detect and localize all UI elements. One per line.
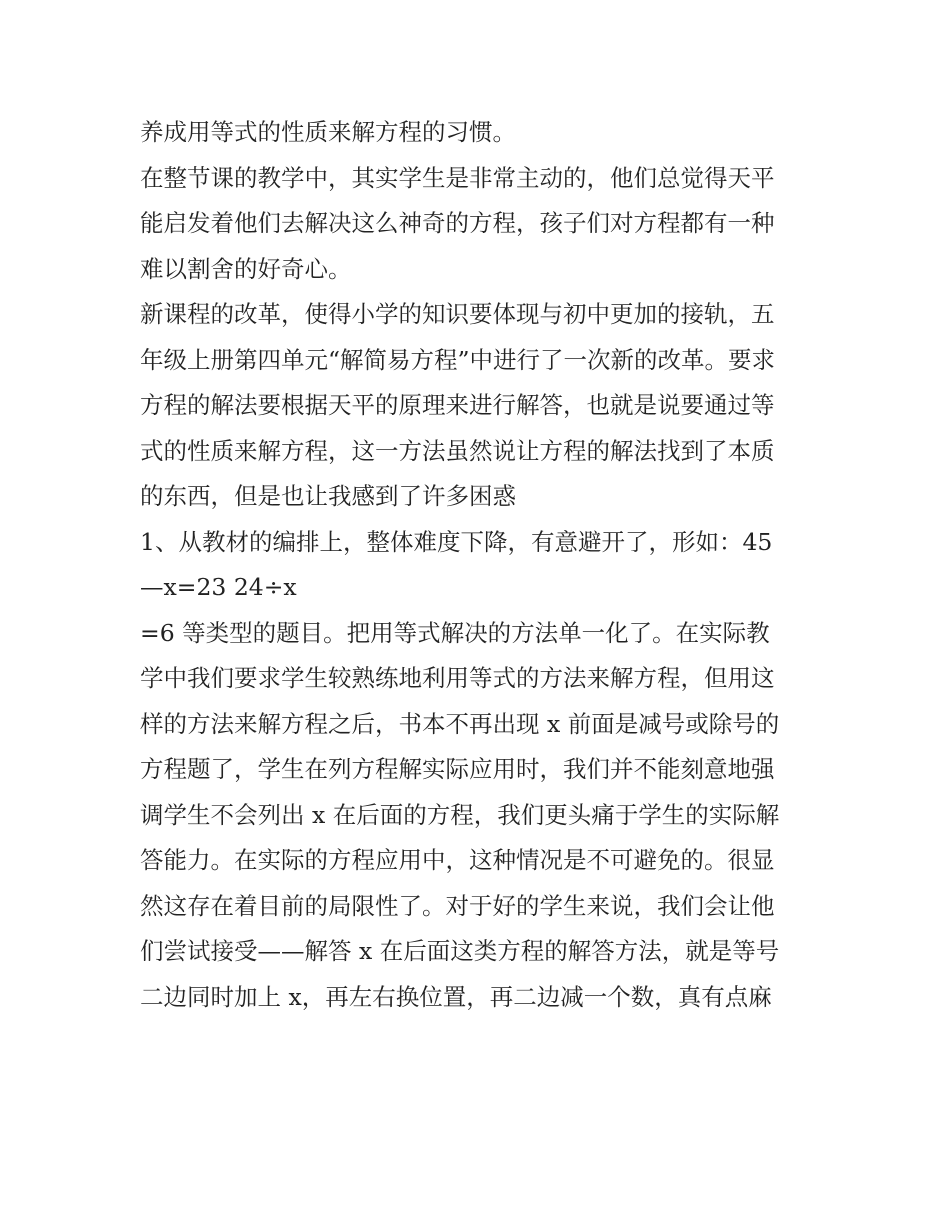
text-line: —x=23 24÷x xyxy=(140,573,297,601)
text-line: 样的方法来解方程之后，书本不再出现 x 前面是减号或除号的 xyxy=(140,709,780,738)
text-line: 方程的解法要根据天平的原理来进行解答，也就是说要通过等 xyxy=(140,391,775,419)
text-line: 调学生不会列出 x 在后面的方程，我们更头痛于学生的实际解 xyxy=(140,800,780,829)
text-line: 能启发着他们去解决这么神奇的方程，孩子们对方程都有一种 xyxy=(140,209,775,237)
text-line: 年级上册第四单元“解简易方程”中进行了一次新的改革。要求 xyxy=(140,345,776,374)
text-line: 方程题了，学生在列方程解实际应用时，我们并不能刻意地强 xyxy=(140,755,775,783)
body-text xyxy=(140,110,820,1020)
text-line: 答能力。在实际的方程应用中，这种情况是不可避免的。很显 xyxy=(140,846,775,874)
text-line: 新课程的改革，使得小学的知识要体现与初中更加的接轨，五 xyxy=(140,300,775,328)
text-line: 们尝试接受——解答 x 在后面这类方程的解答方法，就是等号 xyxy=(140,937,780,965)
text-line: =6 等类型的题目。把用等式解决的方法单一化了。在实际教 xyxy=(140,618,770,647)
text-line: 然这存在着目前的局限性了。对于好的学生来说，我们会让他 xyxy=(140,891,775,920)
text-line: 学中我们要求学生较熟练地利用等式的方法来解方程，但用这 xyxy=(140,664,775,692)
text-line: 在整节课的教学中，其实学生是非常主动的，他们总觉得天平 xyxy=(140,163,775,192)
text-line: 二边同时加上 x，再左右换位置，再二边减一个数，真有点麻 xyxy=(140,982,772,1011)
text-line: 式的性质来解方程，这一方法虽然说让方程的解法找到了本质 xyxy=(140,436,775,465)
text-line: 难以割舍的好奇心。 xyxy=(140,254,352,283)
text-line: 的东西，但是也让我感到了许多困惑 xyxy=(140,482,516,510)
text-line: 1、从教材的编排上，整体难度下降，有意避开了，形如：45 xyxy=(140,527,773,556)
text-line: 养成用等式的性质来解方程的习惯。 xyxy=(140,118,516,146)
